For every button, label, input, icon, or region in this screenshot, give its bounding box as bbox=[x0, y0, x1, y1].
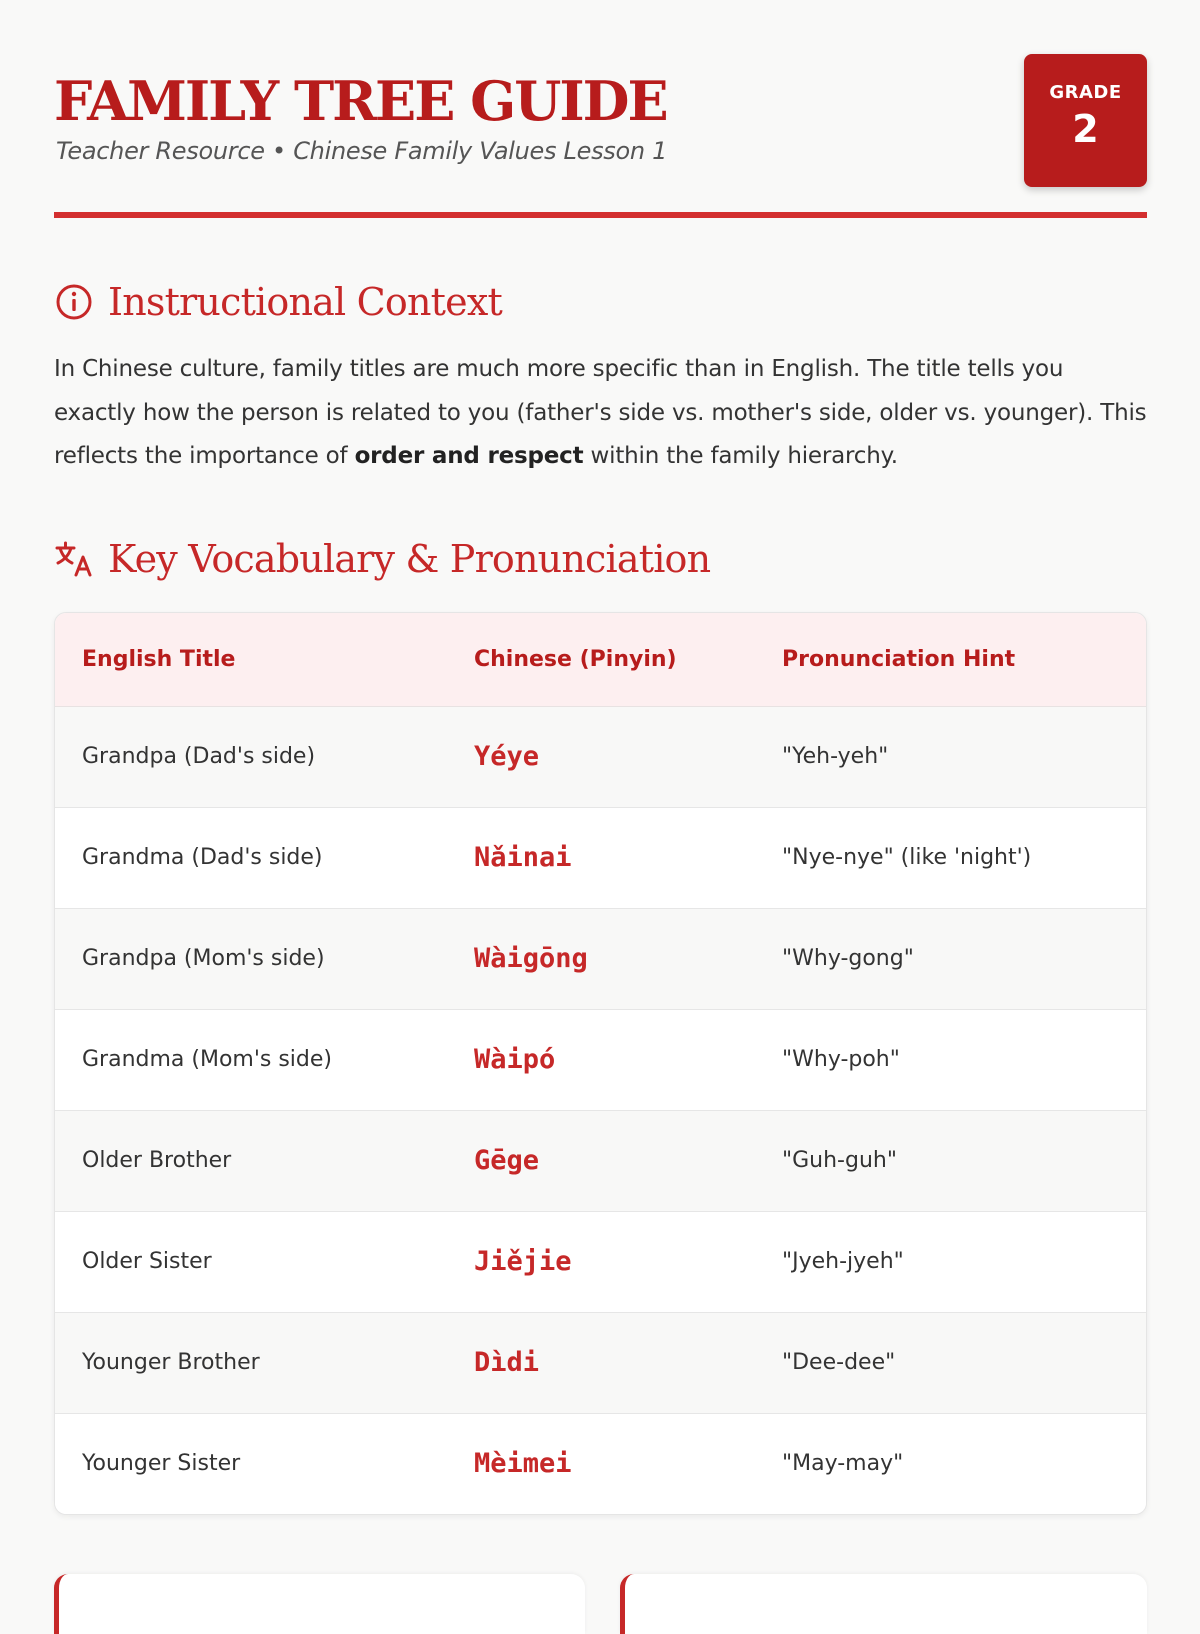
pronunciation-hint-cell: "Jyeh-jyeh" bbox=[782, 1249, 904, 1274]
table-row bbox=[55, 807, 1146, 908]
pronunciation-hint-cell: "May-may" bbox=[782, 1451, 904, 1477]
translate-icon bbox=[54, 539, 94, 579]
page bbox=[54, 0, 1147, 1480]
page-title: FAMILY TREE GUIDE bbox=[54, 69, 667, 133]
pronunciation-hint-cell: "Guh-guh" bbox=[782, 1148, 897, 1173]
table-header-row bbox=[55, 613, 1146, 706]
page-subtitle: Teacher Resource • Chinese Family Values Lesson 1 bbox=[56, 137, 668, 165]
english-title-cell: Grandpa (Mom's side) bbox=[82, 946, 325, 971]
table-row bbox=[55, 1211, 1146, 1312]
bottom-card-left bbox=[54, 1574, 585, 1634]
context-text-part: within the family hierarchy. bbox=[583, 443, 898, 469]
vocabulary-heading bbox=[54, 534, 710, 584]
table-row bbox=[55, 1312, 1146, 1413]
pinyin-cell: Yéye bbox=[474, 741, 540, 772]
context-text-part: In Chinese culture, family titles are much more specific than in English. The title tells you exactly how the person is related to you (father's side vs. mother's side, older vs. younger). This reflects the importance of bbox=[54, 356, 1147, 469]
pronunciation-hint-cell: "Yeh-yeh" bbox=[782, 744, 889, 769]
grade-label: GRADE bbox=[1049, 82, 1122, 103]
english-title-cell: Younger Sister bbox=[82, 1451, 241, 1477]
instructional-context-heading bbox=[54, 277, 502, 327]
pinyin-cell: Nǎinai bbox=[474, 842, 572, 873]
pronunciation-hint-cell: "Why-gong" bbox=[782, 946, 914, 971]
info-circle-icon bbox=[54, 282, 94, 322]
grade-value: 2 bbox=[1072, 107, 1099, 151]
instructional-context-title: Instructional Context bbox=[108, 280, 502, 324]
pronunciation-hint-cell: "Why-poh" bbox=[782, 1047, 900, 1072]
table-row bbox=[55, 1413, 1146, 1514]
english-title-cell: Older Brother bbox=[82, 1148, 232, 1173]
english-title-cell: Grandpa (Dad's side) bbox=[82, 744, 316, 769]
pinyin-cell: Dìdi bbox=[474, 1347, 540, 1378]
pronunciation-hint-cell: "Dee-dee" bbox=[782, 1350, 896, 1375]
english-title-cell: Younger Brother bbox=[82, 1350, 260, 1375]
column-header-english: English Title bbox=[55, 613, 447, 706]
pinyin-cell: Wàigōng bbox=[474, 943, 588, 974]
pinyin-cell: Gēge bbox=[474, 1145, 540, 1176]
context-text-emphasis: order and respect bbox=[354, 443, 584, 469]
pinyin-cell: Mèimei bbox=[474, 1448, 572, 1480]
page-header bbox=[54, 0, 1147, 220]
vocabulary-title: Key Vocabulary & Pronunciation bbox=[108, 537, 711, 581]
bottom-card-right bbox=[620, 1574, 1147, 1634]
instructional-context-text bbox=[54, 348, 1147, 479]
english-title-cell: Grandma (Dad's side) bbox=[82, 845, 323, 870]
table-row bbox=[55, 1110, 1146, 1211]
pronunciation-hint-cell: "Nye-nye" (like 'night') bbox=[782, 845, 1032, 870]
pinyin-cell: Wàipó bbox=[474, 1044, 556, 1075]
header-divider bbox=[54, 212, 1147, 218]
table-row bbox=[55, 706, 1146, 807]
table-row bbox=[55, 1009, 1146, 1110]
column-header-hint: Pronunciation Hint bbox=[755, 613, 1146, 706]
english-title-cell: Grandma (Mom's side) bbox=[82, 1047, 333, 1072]
table-row bbox=[55, 908, 1146, 1009]
grade-badge bbox=[1024, 54, 1147, 187]
column-header-pinyin: Chinese (Pinyin) bbox=[447, 613, 755, 706]
pinyin-cell: Jiějie bbox=[474, 1246, 572, 1277]
english-title-cell: Older Sister bbox=[82, 1249, 212, 1274]
vocabulary-table bbox=[54, 612, 1147, 1515]
